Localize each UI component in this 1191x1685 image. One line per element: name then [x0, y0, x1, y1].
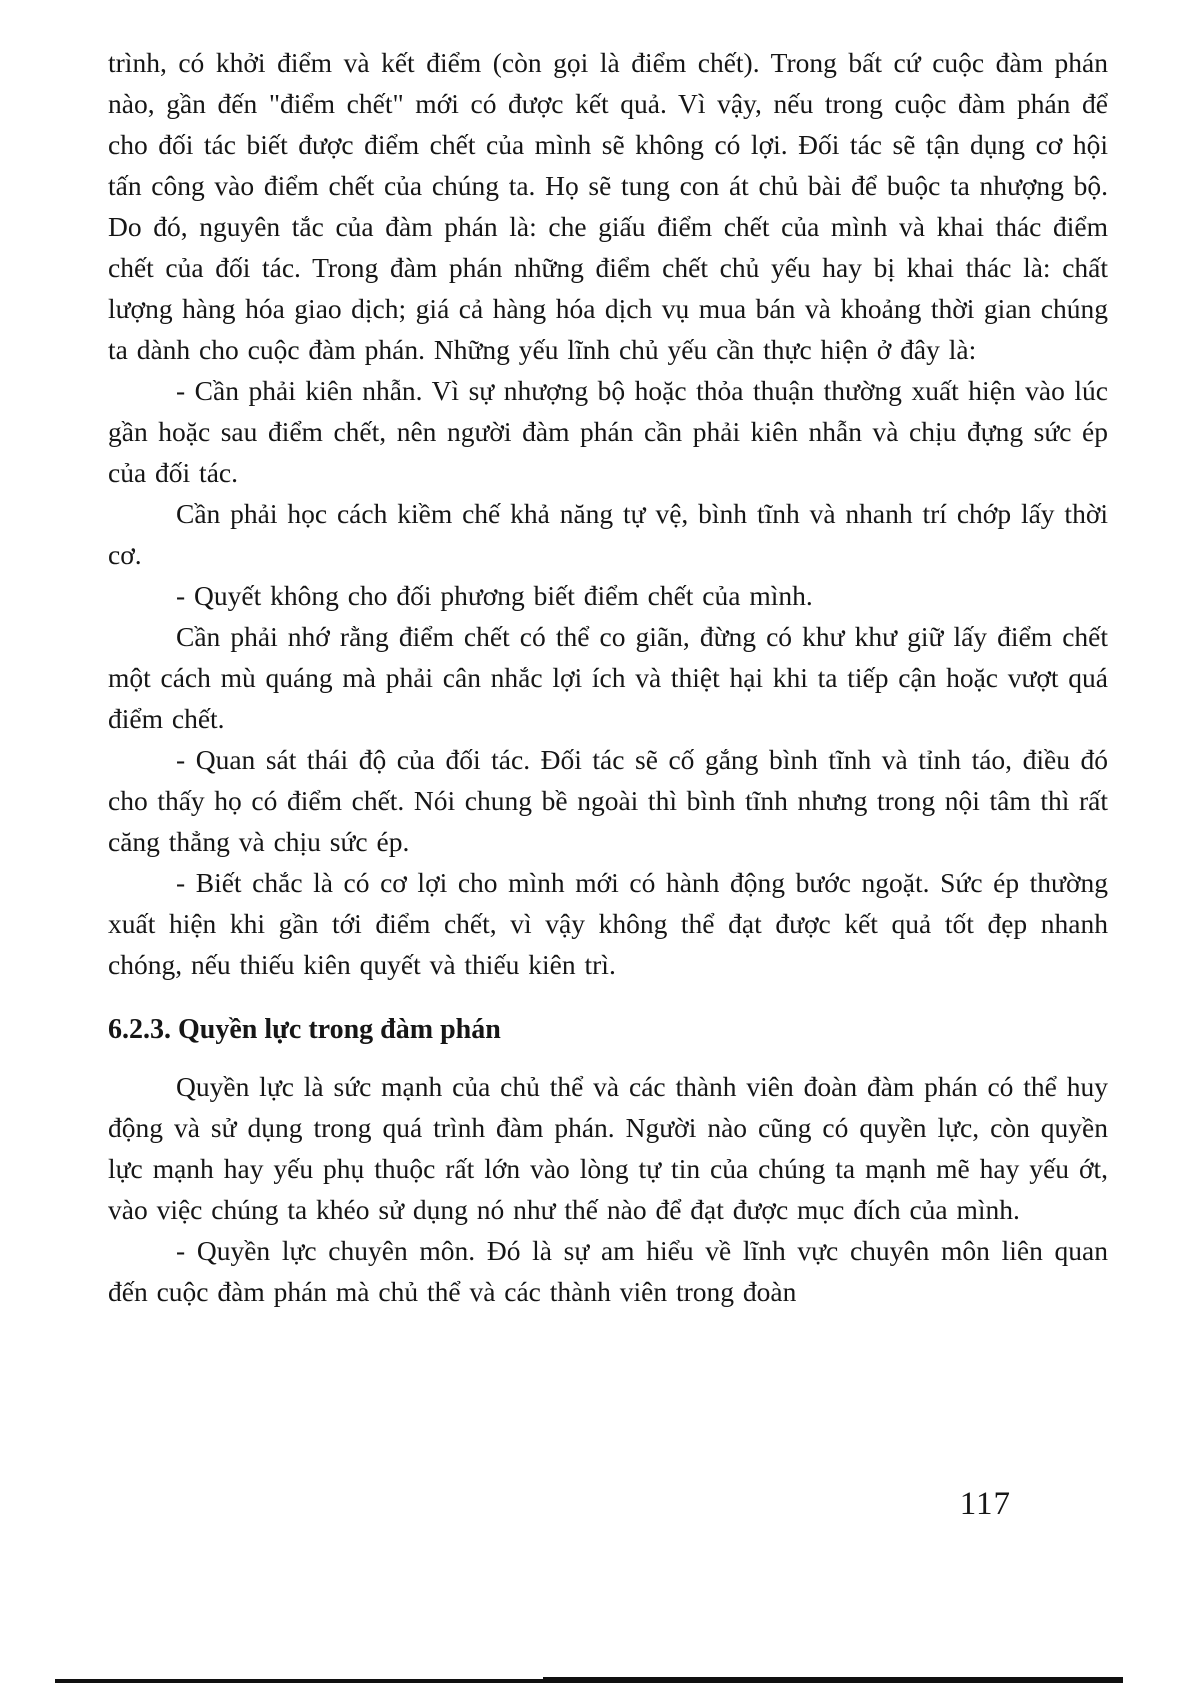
paragraph-bullet-expert-power: - Quyền lực chuyên môn. Đó là sự am hiểu về lĩnh vực chuyên môn liên quan đến cuộc đàm phán mà chủ thể và các thành viên trong đoàn — [108, 1235, 1108, 1307]
paragraph-self-control: Cần phải học cách kiềm chế khả năng tự vệ, bình tĩnh và nhanh trí chớp lấy thời cơ. — [108, 498, 1108, 570]
bottom-rule-thick-segment — [543, 1677, 1123, 1683]
paragraph-bullet-decisive: - Biết chắc là có cơ lợi cho mình mới có hành động bước ngoặt. Sức ép thường xuất hiện khi gần tới điểm chết, vì vậy không thể đạt được kết quả tốt đẹp nhanh chóng, nếu thiếu kiên quyết và thiếu kiên trì. — [108, 867, 1108, 980]
paragraph-flexibility: Cần phải nhớ rằng điểm chết có thể co giãn, đừng có khư khư giữ lấy điểm chết một cách mù quáng mà phải cân nhắc lợi ích và thiệt hại khi ta tiếp cận hoặc vượt quá điểm chết. — [108, 621, 1108, 734]
bottom-rule — [55, 1679, 1123, 1683]
paragraph-bullet-patience: - Cần phải kiên nhẫn. Vì sự nhượng bộ hoặc thỏa thuận thường xuất hiện vào lúc gần hoặc sau điểm chết, nên người đàm phán cần phải kiên nhẫn và chịu đựng sức ép của đối tác. — [108, 375, 1108, 488]
paragraph-bullet-observe: - Quan sát thái độ của đối tác. Đối tác sẽ cố gắng bình tĩnh và tỉnh táo, điều đó cho thấy họ có điểm chết. Nói chung bề ngoài thì bình tĩnh nhưng trong nội tâm thì rất căng thẳng và chịu sức ép. — [108, 744, 1108, 857]
paragraph-continuation: trình, có khởi điểm và kết điểm (còn gọi là điểm chết). Trong bất cứ cuộc đàm phán nào, gần đến "điểm chết" mới có được kết quả. Vì vậy, nếu trong cuộc đàm phán để cho đối tác biết được điểm chết của mình sẽ không có lợi. Đối tác sẽ tận dụng cơ hội tấn công vào điểm chết của chúng ta. Họ sẽ tung con át chủ bài để buộc ta nhượng bộ. Do đó, nguyên tắc của đàm phán là: che giấu điểm chết của mình và khai thác điểm chết của đối tác. Trong đàm phán những điểm chết chủ yếu hay bị khai thác là: chất lượng hàng hóa giao dịch; giá cả hàng hóa dịch vụ mua bán và khoảng thời gian chúng ta dành cho cuộc đàm phán. Những yếu lĩnh chủ yếu cần thực hiện ở đây là: — [108, 47, 1108, 365]
paragraph-power-intro: Quyền lực là sức mạnh của chủ thể và các thành viên đoàn đàm phán có thể huy động và sử dụng trong quá trình đàm phán. Người nào cũng có quyền lực, còn quyền lực mạnh hay yếu phụ thuộc rất lớn vào lòng tự tin của chúng ta mạnh mẽ hay yếu ớt, vào việc chúng ta khéo sử dụng nó như thế nào để đạt được mục đích của mình. — [108, 1071, 1108, 1225]
text-block — [108, 42, 1108, 1312]
paragraph-bullet-secrecy: - Quyết không cho đối phương biết điểm chết của mình. — [176, 580, 813, 611]
section-heading: 6.2.3. Quyền lực trong đàm phán — [108, 1014, 501, 1045]
page-number: 117 — [959, 1486, 1011, 1522]
